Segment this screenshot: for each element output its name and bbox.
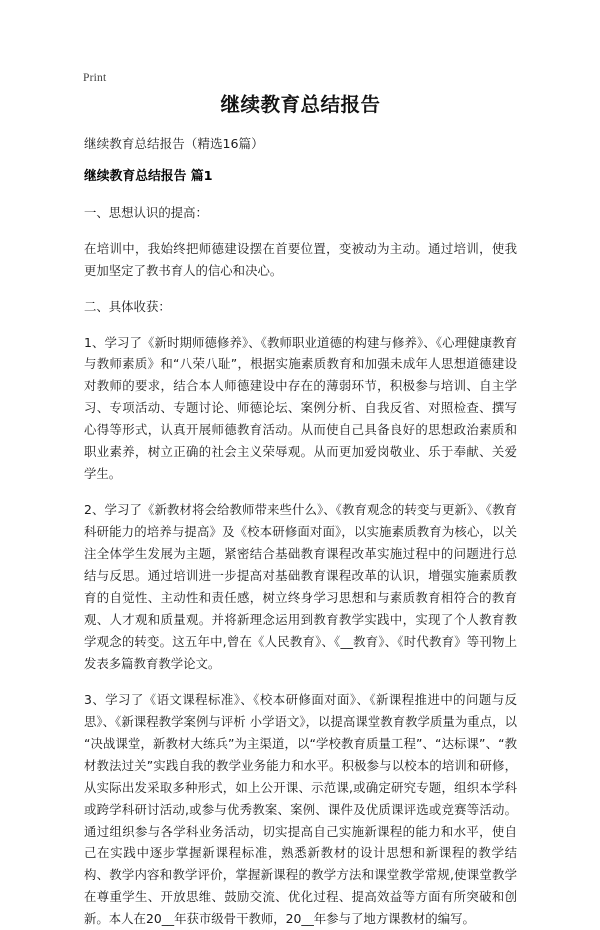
section-heading: 继续教育总结报告 篇1 (84, 168, 213, 184)
article-body (84, 92, 517, 930)
print-link[interactable]: Print (83, 72, 107, 84)
page-title: 继续教育总结报告 (220, 93, 381, 116)
paragraph-item-3: 3、学习了《语文课程标准》、《校本研修面对面》、《新课程推进中的问题与反思》、《新课程教学案例与评析 小学语文》，以提高课堂教育教学质量为重点，以“决战课堂，新教材大练兵”为主渠道，以“学校教育质量工程”、“达标课”、“教材教法过关”实践自我的教学业务能力和水平。积极参与以校本的培训和研修，从实际出发采取多种形式，如上公开课、示范课,或确定研究专题，组织本学科或跨学科研讨活动,或参与优秀教案、案例、课件及优质课评选或竞赛等活动。通过组织参与各学科业务活动，切实提高自己实施新课程的能力和水平，使自己在实践中逐步掌握新课程标准，熟悉新教材的设计思想和新课程的教学结构、教学内容和教学评价，掌握新课程的教学方法和课堂教学常规,使课堂教学在尊重学生、开放思维、鼓励交流、优化过程、提高效益等方面有所突破和创新。本人在20__年获市级骨干教师，20__年参与了地方课教材的编写。 (84, 691, 517, 927)
paragraph-section-one-heading: 一、思想认识的提高： (84, 204, 208, 220)
paragraph-item-2: 2、学习了《新教材将会给教师带来些什么》、《教育观念的转变与更新》、《教育科研能力的培养与提高》及《校本研修面对面》，以实施素质教育为核心，以关注全体学生发展为主题，紧密结合基础教育课程改革实施过程中的问题进行总结与反思。通过培训进一步提高对基础教育课程改革的认识，增强实施素质教育的自觉性、主动性和责任感，树立终身学习思想和与素质教育相符合的教育观、人才观和质量观。并将新理念运用到教育教学实践中，实现了个人教育教学观念的转变。这五年中,曾在《人民教育》、《__教育》、《时代教育》等刊物上发表多篇教育教学论文。 (84, 502, 517, 671)
paragraph-item-1: 1、学习了《新时期师德修养》、《教师职业道德的构建与修养》、《心理健康教育与教师素质》和“八荣八耻”，根据实施素质教育和加强未成年人思想道德建设对教师的要求，结合本人师德建设中存在的薄弱环节，积极参与培训、自主学习、专项活动、专题讨论、师德论坛、案例分析、自我反省、对照检查、撰写心得等形式，认真开展师德教育活动。从而使自己具备良好的思想政治素质和职业素养，树立正确的社会主义荣辱观。从而更加爱岗敬业、乐于奉献、关爱学生。 (84, 334, 517, 482)
paragraph-section-one-body: 在培训中，我始终把师德建设摆在首要位置，变被动为主动。通过培训，使我更加坚定了教书育人的信心和决心。 (84, 240, 517, 278)
document-toolbar (83, 68, 517, 84)
document-subtitle: 继续教育总结报告（精选16篇） (84, 136, 264, 152)
paragraph-section-two-heading: 二、具体收获： (84, 298, 171, 314)
